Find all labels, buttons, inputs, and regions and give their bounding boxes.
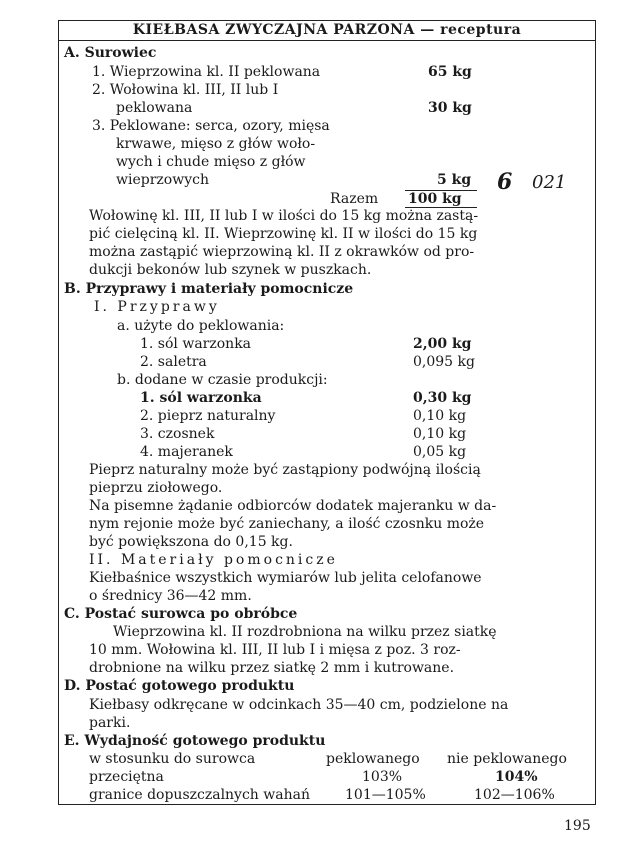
section-d-heading: D. Postać gotowego produktu <box>64 678 295 694</box>
processing-line: Wieprzowina kl. II rozdrobniona na wilku przez siatkę <box>113 624 497 640</box>
ingredient-3: 3. Peklowane: serca, ozory, mięsa <box>92 118 330 134</box>
yield-header-label: w stosunku do surowca <box>89 751 256 767</box>
note-line: pieprzu ziołowego. <box>89 480 223 496</box>
page-title: KIEŁBASA ZWYCZAJNA PARZONA — receptura <box>59 21 595 41</box>
ingredient-1-qty: 65 kg <box>428 64 472 80</box>
spice-qty: 0,30 kg <box>413 390 472 406</box>
section-c-heading: C. Postać surowca po obróbce <box>64 606 298 622</box>
spice-item: 1. sól warzonka <box>140 390 262 406</box>
ingredient-3-cont: wych i chude mięso z głów <box>116 154 306 170</box>
subsection-production: b. dodane w czasie produkcji: <box>117 372 328 388</box>
note-line: pić cielęciną kl. II. Wieprzowinę kl. II w ilości do 15 kg <box>89 226 478 242</box>
page-number: 195 <box>564 818 591 834</box>
handwritten-mark: 6 <box>497 169 513 195</box>
ingredient-1: 1. Wieprzowina kl. II peklowana <box>92 64 321 80</box>
spice-qty: 0,05 kg <box>413 444 467 460</box>
spice-qty: 0,10 kg <box>413 426 467 442</box>
total-label: Razem <box>330 191 379 207</box>
note-line: dukcji bekonów lub szynek w puszkach. <box>89 262 372 278</box>
ingredient-3-cont: wieprzowych <box>116 172 209 188</box>
spice-qty: 2,00 kg <box>413 336 472 352</box>
spice-item: 4. majeranek <box>140 444 233 460</box>
processing-line: 10 mm. Wołowina kl. III, II lub I i mięsa z poz. 3 roz- <box>89 642 461 658</box>
total-qty: 100 kg <box>408 191 462 207</box>
materials-line: Kiełbaśnice wszystkich wymiarów lub jelita celofanowe <box>89 570 482 586</box>
yield-row-label: granice dopuszczalnych wahań <box>89 787 310 803</box>
product-form-line: Kiełbasy odkręcane w odcinkach 35—40 cm, podzielone na <box>89 697 509 713</box>
spice-item: 1. sól warzonka <box>140 336 252 352</box>
ingredient-3-cont: krwawe, mięso z głów woło- <box>116 136 316 152</box>
note-line: Wołowinę kl. III, II lub I w ilości do 15 kg można zastą- <box>89 208 479 224</box>
note-line: Pieprz naturalny może być zastąpiony podwójną ilością <box>89 462 481 478</box>
ingredient-2-cont: peklowana <box>116 100 193 116</box>
section-e-heading: E. Wydajność gotowego produktu <box>64 733 326 749</box>
yield-value: 102—106% <box>474 787 555 803</box>
ingredient-2: 2. Wołowina kl. III, II lub I <box>92 82 279 98</box>
note-line: Na pisemne żądanie odbiorców dodatek majeranku w da- <box>89 498 497 514</box>
materials-line: o średnicy 36—42 mm. <box>89 588 252 604</box>
handwritten-mark: 021 <box>532 172 567 193</box>
processing-line: drobnione na wilku przez siatkę 2 mm i kutrowane. <box>89 660 455 676</box>
subsection-materials: II. Materiały pomocnicze <box>89 552 338 568</box>
note-line: być powiększona do 0,15 kg. <box>89 534 293 550</box>
product-form-line: parki. <box>89 715 131 731</box>
spice-qty: 0,10 kg <box>413 408 467 424</box>
note-line: nym rejonie może być zaniechany, a ilość czosnku może <box>89 516 485 532</box>
spice-item: 2. pieprz naturalny <box>140 408 276 424</box>
yield-col-cured: peklowanego <box>326 751 420 767</box>
yield-col-uncured: nie peklowanego <box>447 751 567 767</box>
yield-value: 103% <box>362 769 403 785</box>
ingredient-2-qty: 30 kg <box>428 100 472 116</box>
yield-value: 104% <box>495 769 538 785</box>
subsection-curing: a. użyte do peklowania: <box>117 318 285 334</box>
yield-value: 101—105% <box>345 787 426 803</box>
section-a-heading: A. Surowiec <box>64 45 157 61</box>
spice-item: 2. saletra <box>140 354 207 370</box>
yield-row-label: przeciętna <box>89 769 164 785</box>
ingredient-3-qty: 5 kg <box>437 172 472 188</box>
spice-item: 3. czosnek <box>140 426 215 442</box>
subsection-spices: I. Przyprawy <box>94 299 220 315</box>
section-b-heading: B. Przyprawy i materiały pomocnicze <box>64 281 354 297</box>
spice-qty: 0,095 kg <box>413 354 475 370</box>
note-line: można zastąpić wieprzowiną kl. II z okrawków od pro- <box>89 244 475 260</box>
